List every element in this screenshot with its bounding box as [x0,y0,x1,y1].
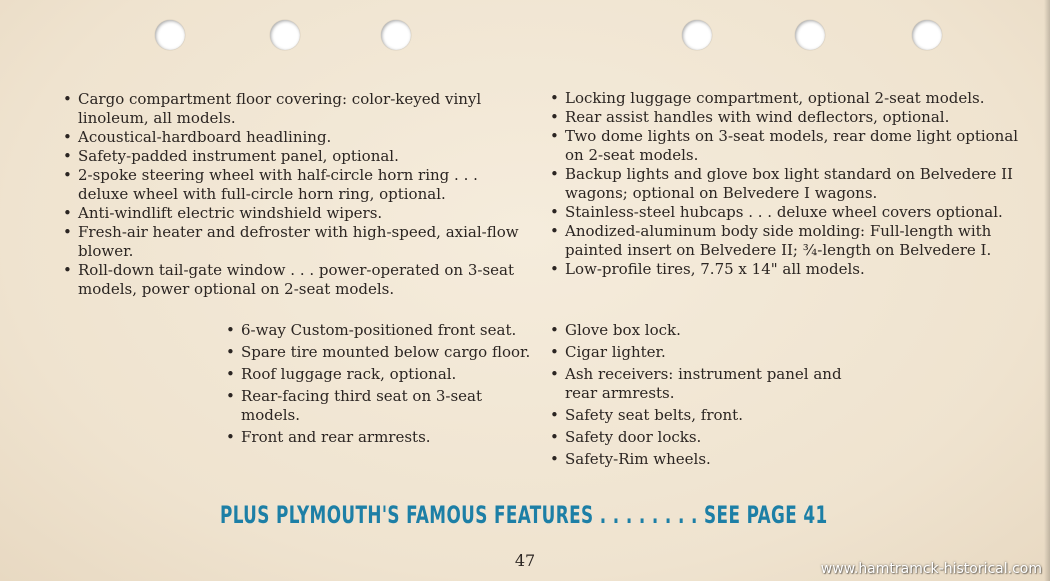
feature-item: • Roll-down tail-gate window . . . power-operated on 3-seat models, power optional on 2-seat models. [60,261,530,299]
feature-item: • Safety seat belts, front. [547,406,847,425]
punch-hole [795,20,825,50]
punch-hole [155,20,185,50]
feature-item: • Fresh-air heater and defroster with high-speed, axial-flow blower. [60,223,530,261]
feature-item: • Backup lights and glove box light standard on Belvedere II wagons; optional on Belvedere I wagons. [547,165,1027,203]
feature-list-lower-right [547,321,847,472]
feature-item: • Roof luggage rack, optional. [223,365,533,384]
feature-item: • 2-spoke steering wheel with half-circle horn ring . . . deluxe wheel with full-circle horn ring, optional. [60,166,530,204]
feature-item: • Stainless-steel hubcaps . . . deluxe wheel covers optional. [547,203,1027,222]
feature-item: • Glove box lock. [547,321,847,340]
feature-list-upper-left [60,90,530,299]
punch-hole [381,20,411,50]
feature-item: • Safety-padded instrument panel, optional. [60,147,530,166]
feature-item: • Cigar lighter. [547,343,847,362]
punch-hole [912,20,942,50]
feature-item: • Rear assist handles with wind deflectors, optional. [547,108,1027,127]
feature-item: • Safety door locks. [547,428,847,447]
punch-hole [682,20,712,50]
feature-item: • Ash receivers: instrument panel and rear armrests. [547,365,847,403]
feature-item: • Rear-facing third seat on 3-seat models. [223,387,533,425]
feature-item: • Anodized-aluminum body side molding: Full-length with painted insert on Belvedere II; ¾-length on Belvedere I. [547,222,1027,260]
feature-item: • Acoustical-hardboard headlining. [60,128,530,147]
page-number: 47 [514,551,536,570]
feature-list-lower-left [223,321,533,450]
punch-hole [270,20,300,50]
feature-item: • 6-way Custom-positioned front seat. [223,321,533,340]
feature-item: • Locking luggage compartment, optional 2-seat models. [547,89,1027,108]
feature-item: • Front and rear armrests. [223,428,533,447]
feature-item: • Low-profile tires, 7.75 x 14" all models. [547,260,1027,279]
feature-item: • Cargo compartment floor covering: color-keyed vinyl linoleum, all models. [60,90,530,128]
feature-list-upper-right [547,89,1027,279]
website-watermark: www.hamtramck-historical.com [820,561,1042,577]
feature-item: • Anti-windlift electric windshield wipers. [60,204,530,223]
feature-item: • Two dome lights on 3-seat models, rear dome light optional on 2-seat models. [547,127,1027,165]
feature-item: • Safety-Rim wheels. [547,450,847,469]
feature-item: • Spare tire mounted below cargo floor. [223,343,533,362]
see-page-banner: PLUS PLYMOUTH'S FAMOUS FEATURES . . . . . . . . SEE PAGE 41 [220,501,828,529]
page-edge-shadow [1044,0,1050,581]
